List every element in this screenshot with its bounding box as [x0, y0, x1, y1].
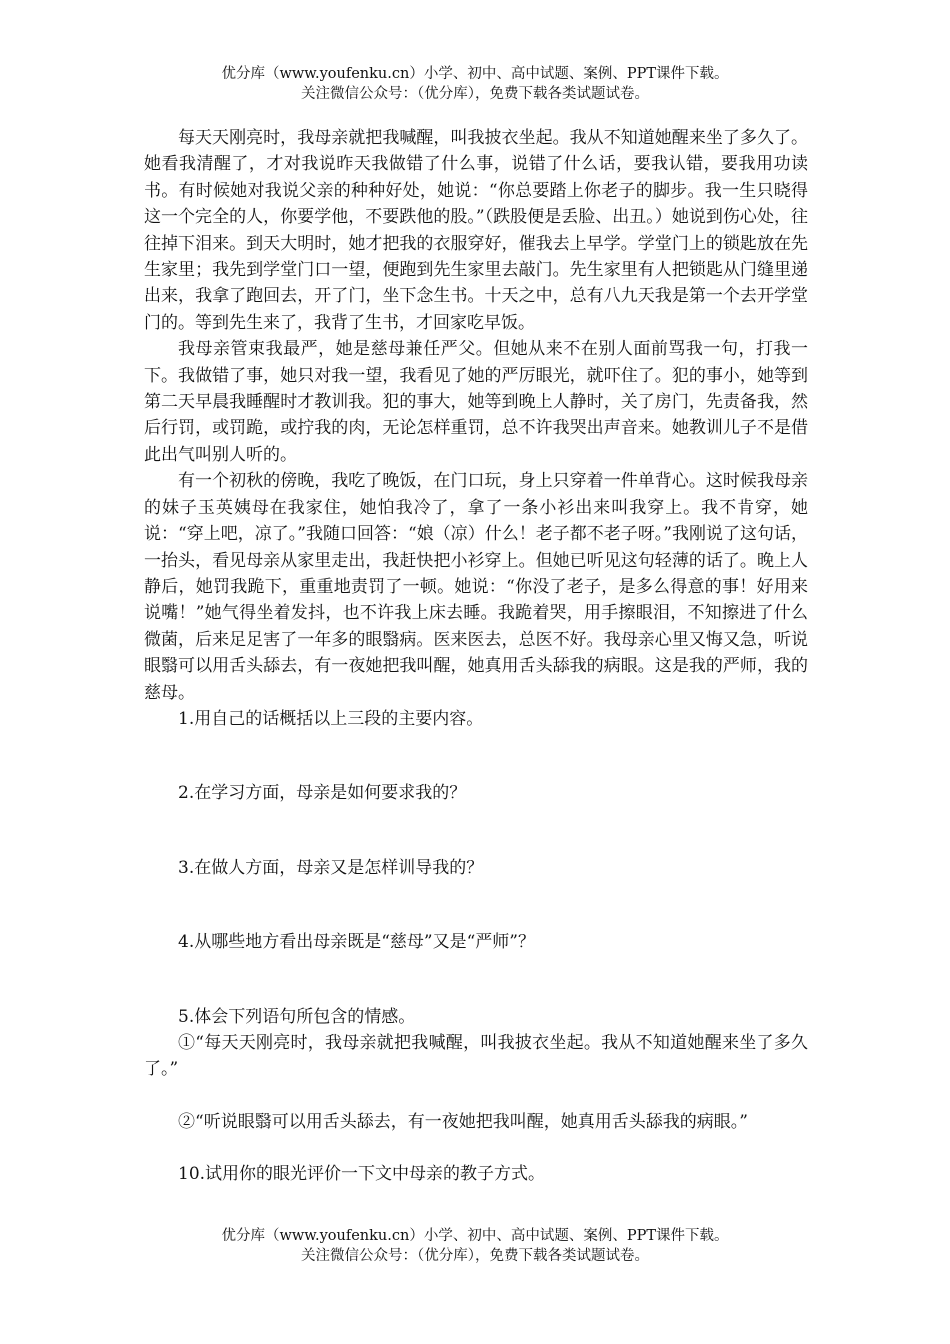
question-3: 3.在做人方面，母亲又是怎样训导我的？	[178, 857, 484, 878]
footer-line-2: 关注微信公众号：（优分库），免费下载各类试题试卷。	[301, 1248, 649, 1264]
question-5-item-2: ②“听说眼翳可以用舌头舔去，有一夜她把我叫醒，她真用舌头舔我的病眼。”	[178, 1111, 748, 1132]
page-footer	[0, 1226, 950, 1266]
question-2: 2.在学习方面，母亲是如何要求我的？	[178, 783, 467, 804]
page-header	[0, 64, 950, 104]
question-1: 1.用自己的话概括以上三段的主要内容。	[178, 708, 484, 729]
question-5-item-1: ①“每天天刚亮时，我母亲就把我喊醒，叫我披衣坐起。我从不知道她醒来坐了多久了。”	[144, 1032, 808, 1080]
passage-paragraph-3: 有一个初秋的傍晚，我吃了晚饭，在门口玩，身上只穿着一件单背心。这时候我母亲的妹子玉英姨母在我家住，她怕我冷了，拿了一条小衫出来叫我穿上。我不肯穿，她说：“穿上吧，凉了。”我随口回答：“娘（凉）什么！老子都不老子呀。”我刚说了这句话，一抬头，看见母亲从家里走出，我赶快把小衫穿上。但她已听见这句轻薄的话了。晚上人静后，她罚我跪下，重重地责罚了一顿。她说：“你没了老子，是多么得意的事！好用来说嘴！”她气得坐着发抖，也不许我上床去睡。我跪着哭，用手擦眼泪，不知擦进了什么微菌，后来足足害了一年多的眼翳病。医来医去，总医不好。我母亲心里又悔又急，听说眼翳可以用舌头舔去，有一夜她把我叫醒，她真用舌头舔我的病眼。这是我的严师，我的慈母。	[144, 471, 808, 703]
question-10: 10.试用你的眼光评价一下文中母亲的教子方式。	[178, 1164, 546, 1185]
question-5: 5.体会下列语句所包含的情感。	[178, 1006, 416, 1027]
question-4: 4.从哪些地方看出母亲既是“慈母”又是“严师”？	[178, 932, 535, 953]
header-line-1: 优分库（www.youfenku.cn）小学、初中、高中试题、案例、PPT课件下载。	[221, 66, 729, 82]
footer-line-1: 优分库（www.youfenku.cn）小学、初中、高中试题、案例、PPT课件下载。	[221, 1228, 729, 1244]
passage-paragraph-2: 我母亲管束我最严，她是慈母兼任严父。但她从来不在别人面前骂我一句，打我一下。我做错了事，她只对我一望，我看见了她的严厉眼光，就吓住了。犯的事小，她等到第二天早晨我睡醒时才教训我。犯的事大，她等到晚上人静时，关了房门，先责备我，然后行罚，或罚跪，或拧我的肉，无论怎样重罚，总不许我哭出声音来。她教训儿子不是借此出气叫别人听的。	[144, 339, 808, 465]
header-line-2: 关注微信公众号：（优分库），免费下载各类试题试卷。	[301, 86, 649, 102]
document-body	[144, 125, 808, 1188]
passage-paragraph-1: 每天天刚亮时，我母亲就把我喊醒，叫我披衣坐起。我从不知道她醒来坐了多久了。她看我清醒了，才对我说昨天我做错了什么事，说错了什么话，要我认错，要我用功读书。有时候她对我说父亲的种种好处，她说：“你总要踏上你老子的脚步。我一生只晓得这一个完全的人，你要学他，不要跌他的股。”（跌股便是丢脸、出丑。）她说到伤心处，往往掉下泪来。到天大明时，她才把我的衣服穿好，催我去上早学。学堂门上的锁匙放在先生家里；我先到学堂门口一望，便跑到先生家里去敲门。先生家里有人把锁匙从门缝里递出来，我拿了跑回去，开了门，坐下念生书。十天之中，总有八九天我是第一个去开学堂门的。等到先生来了，我背了生书，才回家吃早饭。	[144, 128, 808, 333]
